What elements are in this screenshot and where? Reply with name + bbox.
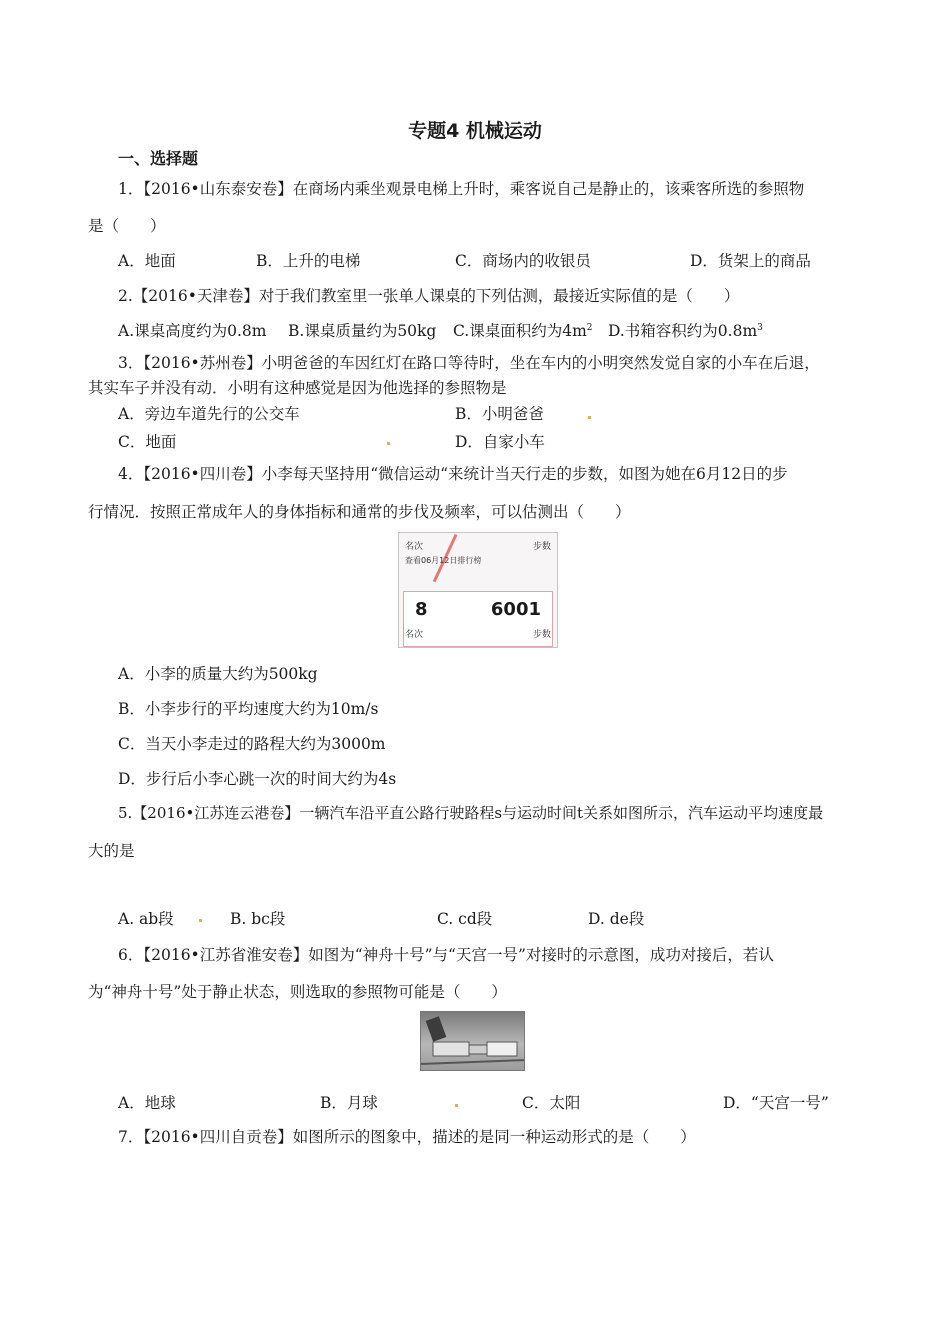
q5-option-c: C. cd段 [437, 910, 493, 928]
q3-option-b: B．小明爸爸 [455, 405, 544, 423]
q4-stem-line2: 行情况．按照正常成年人的身体指标和通常的步伐及频率，可以估测出（ ） [88, 503, 631, 521]
q3-option-d: D．自家小车 [455, 433, 545, 451]
q5-option-d: D. de段 [588, 910, 645, 928]
q6-option-c: C．太阳 [522, 1094, 581, 1112]
q1-option-a: A．地面 [118, 252, 176, 270]
q6-option-d: D．“天宫一号” [723, 1094, 829, 1112]
q5-stem-line2: 大的是 [88, 842, 135, 860]
scan-speck [387, 442, 390, 445]
q3-option-a: A．旁边车道先行的公交车 [118, 405, 300, 423]
steps-value: 6001 [490, 599, 541, 620]
rank-value: 8 [415, 599, 428, 620]
q5-stem-line1: 5.【2016•江苏连云港卷】一辆汽车沿平直公路行驶路程s与运动时间t关系如图所示，汽车运动平均速度最 [118, 804, 824, 822]
q4-option-a: A．小李的质量大约为500kg [118, 665, 318, 683]
q6-option-a: A．地球 [118, 1094, 176, 1112]
q2-option-a: A.课桌高度约为0.8m [118, 322, 267, 340]
page-title: 专题4 机械运动 [408, 120, 542, 142]
q1-option-b: B．上升的电梯 [256, 252, 361, 270]
q7-stem: 7．【2016•四川自贡卷】如图所示的图象中，描述的是同一种运动形式的是（ ） [118, 1128, 696, 1146]
q1-option-c: C．商场内的收银员 [455, 252, 591, 270]
step-ranking-image [398, 532, 558, 648]
scan-speck [455, 1104, 458, 1107]
q4-option-b: B．小李步行的平均速度大约为10m/s [118, 700, 379, 718]
q5-option-b: B. bc段 [230, 910, 286, 928]
q6-stem-line1: 6．【2016•江苏省淮安卷】如图为“神舟十号”与“天宫一号”对接时的示意图，成功对接后，若认 [118, 946, 774, 964]
q4-option-d: D．步行后小李心跳一次的时间大约为4s [118, 770, 397, 788]
q2-option-c: C.课桌面积约为$4m^2$ [453, 322, 593, 340]
scan-speck [199, 919, 202, 922]
section-heading: 一、选择题 [118, 149, 199, 168]
q2-option-b: B.课桌质量约为50kg [288, 322, 437, 340]
q3-stem-line2: 其实车子并没有动．小明有这种感觉是因为他选择的参照物是 [88, 379, 507, 397]
spacecraft-illustration [421, 1012, 525, 1071]
ranking-subheader: 查看06月12日排行榜 [405, 556, 482, 565]
docking-photo [420, 1011, 525, 1071]
q6-option-b: B．月球 [320, 1094, 378, 1112]
q4-option-c: C．当天小李走过的路程大约为3000m [118, 735, 386, 753]
rank-footer-label: 名次 [405, 630, 424, 640]
q2-stem: 2.【2016•天津卷】对于我们教室里一张单人课桌的下列估测，最接近实际值的是（ ） [118, 287, 740, 305]
scan-speck [588, 416, 591, 419]
q1-option-d: D．货架上的商品 [690, 252, 811, 270]
q2-option-d: D.书箱容积约为$0.8m^3$ [608, 322, 763, 340]
q5-option-a: A. ab段 [118, 910, 174, 928]
q1-stem-line1: 1．【2016•山东泰安卷】在商场内乘坐观景电梯上升时，乘客说自己是静止的，该乘客所选的参照物 [118, 180, 805, 198]
steps-footer-label: 步数 [532, 630, 551, 640]
q1-stem-line2: 是（ ） [88, 217, 166, 235]
q6-stem-line2: 为“神舟十号”处于静止状态，则选取的参照物可能是（ ） [88, 983, 507, 1001]
steps-header-label: 步数 [532, 542, 551, 552]
q3-stem-line1: 3．【2016•苏州卷】小明爸爸的车因红灯在路口等待时，坐在车内的小明突然发觉自家的小车在后退， [118, 354, 820, 372]
q3-option-c: C．地面 [118, 433, 177, 451]
q4-stem-line1: 4．【2016•四川卷】小李每天坚持用“微信运动“来统计当天行走的步数，如图为她在6月12日的步 [118, 465, 788, 483]
rank-header-label: 名次 [405, 542, 424, 552]
